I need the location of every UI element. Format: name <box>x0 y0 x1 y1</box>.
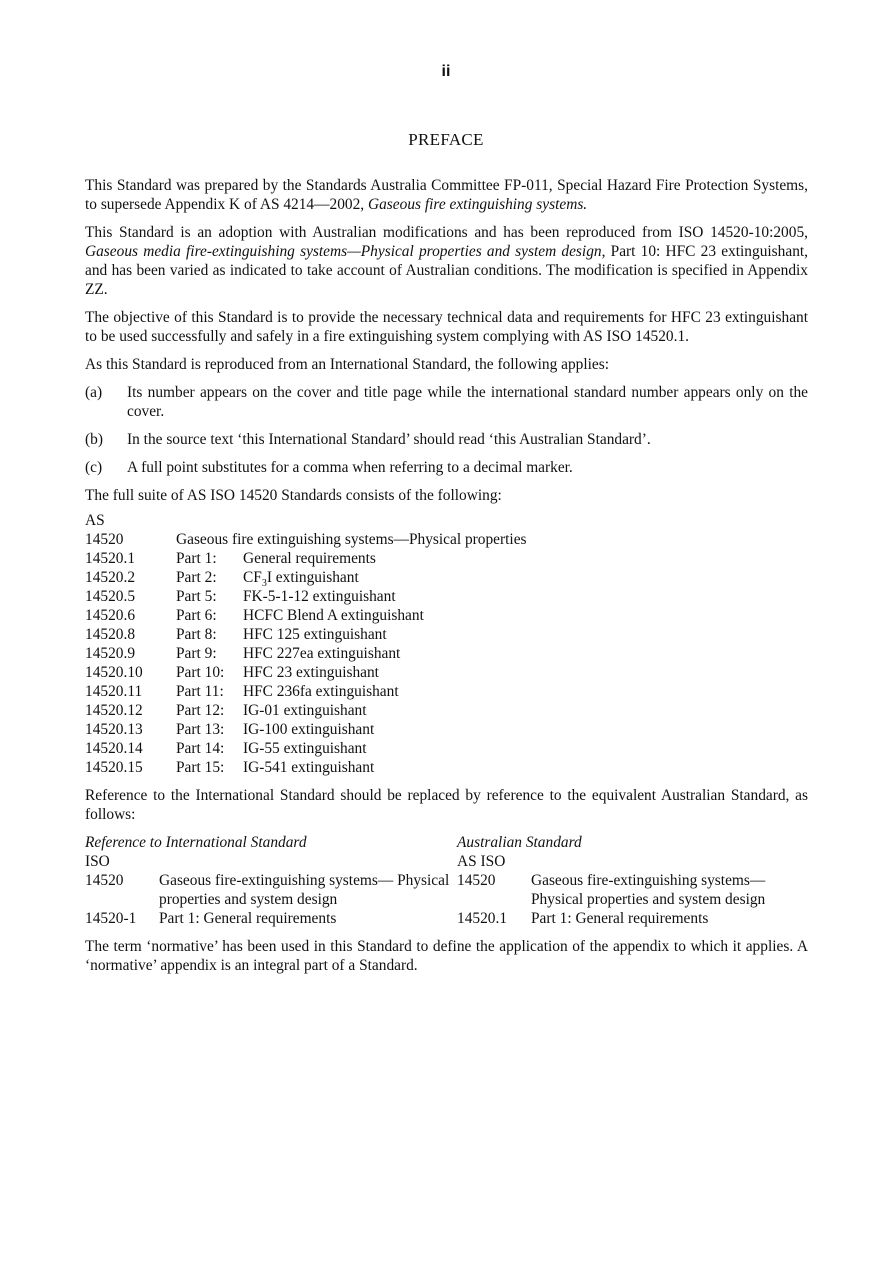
table-row <box>85 871 808 909</box>
list-item-text: Its number appears on the cover and title page while the international standard number appears only on the cover. <box>127 384 808 420</box>
italic-title: Gaseous fire extinguishing systems. <box>368 196 588 213</box>
table-row <box>85 663 527 682</box>
table-cell: FK-5-1-12 extinguishant <box>243 588 396 605</box>
table-row <box>85 644 527 663</box>
table-cell: 14520.1 <box>457 910 508 927</box>
table-cell: AS <box>85 512 105 529</box>
table-row <box>85 852 808 871</box>
table-cell: Part 6: <box>176 607 217 624</box>
paragraph-applies: As this Standard is reproduced from an International Standard, the following applies: <box>85 356 610 373</box>
paragraph-suite: The full suite of AS ISO 14520 Standards consists of the following: <box>85 487 502 504</box>
table-cell: IG-100 extinguishant <box>243 721 375 738</box>
table-cell: HCFC Blend A extinguishant <box>243 607 424 624</box>
table-cell: 14520 <box>85 872 124 889</box>
table-cell: Gaseous fire-extinguishing systems— Physical properties and system design <box>159 872 450 908</box>
paragraph-text: This Standard is an adoption with Australian modifications and has been reproduced from ISO 14520-10:2005, <box>85 224 808 241</box>
paragraph-text: This Standard was prepared by the Standards Australia Committee FP-011, Special Hazard Fire Protection Systems, to supersede Appendix K of AS 4214—2002, <box>85 177 808 213</box>
paragraph-reference: Reference to the International Standard should be replaced by reference to the equivalent Australian Standard, as follows: <box>85 787 808 823</box>
table-row <box>85 720 527 739</box>
list-item-label: (c) <box>85 459 103 476</box>
table-cell: Gaseous fire-extinguishing systems— Physical properties and system design <box>531 872 766 908</box>
preface-body <box>85 176 808 984</box>
table-cell: 14520.5 <box>85 588 136 605</box>
table-row <box>85 701 527 720</box>
list-item <box>85 430 808 449</box>
table-cell: Gaseous fire extinguishing systems—Physical properties <box>176 531 527 548</box>
table-cell: General requirements <box>243 550 376 567</box>
page-title: PREFACE <box>408 130 484 149</box>
table-cell: ISO <box>85 853 110 870</box>
table-header-row <box>85 833 808 852</box>
table-cell: 14520 <box>457 872 496 889</box>
table-row <box>85 549 527 568</box>
column-header: Australian Standard <box>457 834 582 851</box>
table-cell: AS ISO <box>457 853 506 870</box>
table-cell: Part 1: <box>176 550 217 567</box>
table-row <box>85 909 808 928</box>
table-cell: 14520 <box>85 531 124 548</box>
table-cell: HFC 236fa extinguishant <box>243 683 399 700</box>
table-cell: HFC 125 extinguishant <box>243 626 387 643</box>
table-row <box>85 682 527 701</box>
table-row <box>85 625 527 644</box>
table-cell-text: I extinguishant <box>266 569 359 586</box>
table-cell <box>243 568 527 590</box>
table-cell: Part 12: <box>176 702 225 719</box>
table-cell: 14520.9 <box>85 645 136 662</box>
table-cell: 14520.8 <box>85 626 136 643</box>
table-cell: Part 2: <box>176 569 217 586</box>
chemical-formula: CF <box>243 569 262 586</box>
table-cell: Part 14: <box>176 740 225 757</box>
table-cell: 14520.11 <box>85 683 143 700</box>
list-item-label: (b) <box>85 431 103 448</box>
table-cell: 14520.13 <box>85 721 143 738</box>
table-cell: 14520.10 <box>85 664 143 681</box>
table-cell: IG-541 extinguishant <box>243 759 375 776</box>
table-cell: Part 15: <box>176 759 225 776</box>
table-cell: Part 1: General requirements <box>159 910 337 927</box>
list-item <box>85 458 808 477</box>
table-row <box>85 568 527 587</box>
table-cell: 14520.6 <box>85 607 136 624</box>
list-item-label: (a) <box>85 384 103 401</box>
table-cell: Part 8: <box>176 626 217 643</box>
table-cell: HFC 227ea extinguishant <box>243 645 401 662</box>
standards-suite-table <box>85 511 527 777</box>
paragraph-normative: The term ‘normative’ has been used in this Standard to define the application of the appendix to which it applies. A ‘normative’ appendix is an integral part of a Standard. <box>85 938 808 974</box>
table-row <box>85 530 527 549</box>
paragraph-adoption <box>85 223 808 299</box>
table-cell: IG-01 extinguishant <box>243 702 367 719</box>
table-row <box>85 739 527 758</box>
table-cell: Part 13: <box>176 721 225 738</box>
reference-table <box>85 833 808 928</box>
page-number: ii <box>441 63 451 80</box>
paragraph-objective: The objective of this Standard is to provide the necessary technical data and requirements for HFC 23 extinguishant to be used successfully and safely in a fire extinguishing system complying with AS ISO 14520.1. <box>85 309 808 345</box>
table-cell: 14520.2 <box>85 569 136 586</box>
table-cell: Part 11: <box>176 683 224 700</box>
italic-title: Gaseous media fire-extinguishing systems—Physical properties and system design <box>85 243 602 260</box>
table-row <box>85 606 527 625</box>
table-cell: 14520.15 <box>85 759 143 776</box>
table-cell: HFC 23 extinguishant <box>243 664 379 681</box>
table-cell: IG-55 extinguishant <box>243 740 367 757</box>
table-cell: Part 5: <box>176 588 217 605</box>
table-cell: 14520.14 <box>85 740 143 757</box>
list-item <box>85 383 808 421</box>
table-row <box>85 758 527 777</box>
table-cell: 14520.12 <box>85 702 143 719</box>
table-cell: 14520-1 <box>85 910 137 927</box>
table-cell: 14520.1 <box>85 550 136 567</box>
conditions-list <box>85 383 808 477</box>
table-cell: Part 9: <box>176 645 217 662</box>
list-item-text: A full point substitutes for a comma when referring to a decimal marker. <box>127 459 573 476</box>
column-header: Reference to International Standard <box>85 834 307 851</box>
paragraph-committee <box>85 176 808 214</box>
paragraph-text: , Part 10: HFC 23 extinguishant, and has been varied as indicated to take account of Australian conditions. The modification is specified in Appendix ZZ. <box>85 243 809 298</box>
subscript: 3 <box>261 578 267 590</box>
table-row <box>85 511 527 530</box>
table-cell: Part 1: General requirements <box>531 910 709 927</box>
table-row <box>85 587 527 606</box>
list-item-text: In the source text ‘this International Standard’ should read ‘this Australian Standard’. <box>127 431 651 448</box>
table-cell: Part 10: <box>176 664 225 681</box>
